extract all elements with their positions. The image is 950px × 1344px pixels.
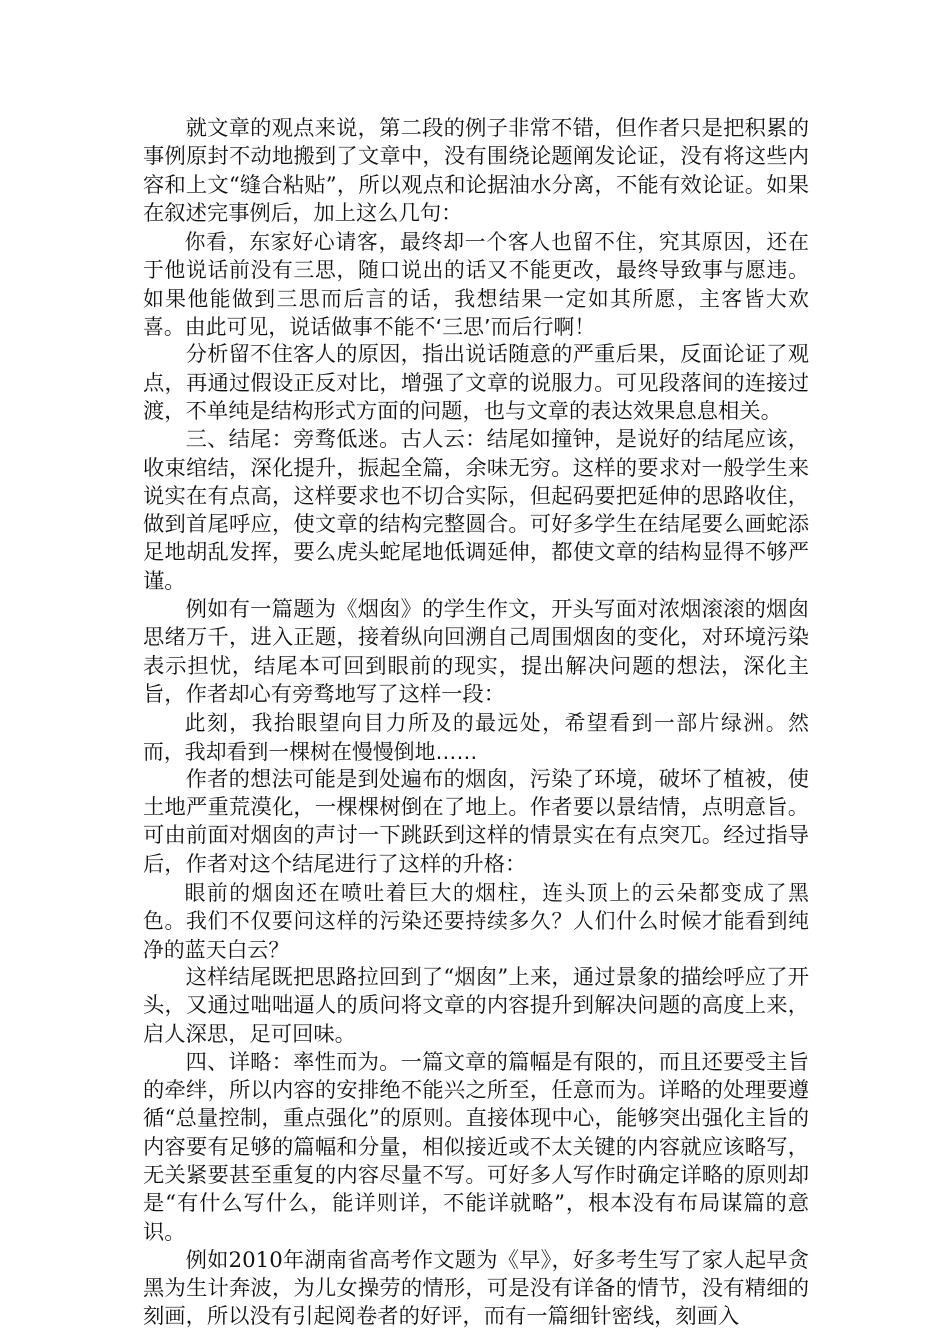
body-paragraph: 作者的想法可能是到处遍布的烟囱，污染了环境，破坏了植被，使土地严重荒漠化，一棵棵树倒在了地上。作者要以景结情，点明意旨。可由前面对烟囱的声讨一下跳跃到这样的情景实在有点突兀。经过指导后，作者对这个结尾进行了这样的升格：: [143, 766, 809, 877]
quoted-passage: 你看，东家好心请客，最终却一个客人也留不住，究其原因，还在于他说话前没有三思，随口说出的话又不能更改，最终导致事与愿违。如果他能做到三思而后言的话，我想结果一定如其所愿，主客皆大欢喜。由此可见，说话做事不能不‘三思’而后行啊！: [143, 230, 809, 340]
quoted-passage: 眼前的烟囱还在喷吐着巨大的烟柱，连头顶上的云朵都变成了黑色。我们不仅要问这样的污染还要持续多久？人们什么时候才能看到纯净的蓝天白云？: [143, 881, 809, 962]
body-paragraph: 例如有一篇题为《烟囱》的学生作文，开头写面对浓烟滚滚的烟囱思绪万千，进入正题，接着纵向回溯自己周围烟囱的变化，对环境污染表示担忧，结尾本可回到眼前的现实，提出解决问题的想法，深化主旨，作者却心有旁骛地写了这样一段：: [143, 597, 809, 707]
body-paragraph: 这样结尾既把思路拉回到了“烟囱”上来，通过景象的描绘呼应了开头，又通过咄咄逼人的质问将文章的内容提升到解决问题的高度上来，启人深思，足可回味。: [143, 964, 809, 1047]
section-paragraph-ending: 三、结尾：旁骛低迷。古人云：结尾如撞钟，是说好的结尾应该，收束绾结，深化提升，振起全篇，余味无穷。这样的要求对一般学生来说实在有点高，这样要求也不切合实际，但起码要把延伸的思路收住，做到首尾呼应，使文章的结构完整圆合。可好多学生在结尾要么画蛇添足地胡乱发挥，要么虎头蛇尾地低调延伸，都使文章的结构显得不够严谨。: [143, 427, 809, 594]
body-paragraph: 例如2010年湖南省高考作文题为《早》，好多考生写了家人起早贪黑为生计奔波，为儿女操劳的情形，可是没有详备的情节，没有精细的刻画，所以没有引起阅卷者的好评，而有一篇细针密线，刻画入: [143, 1247, 809, 1330]
document-page: [143, 115, 809, 1332]
body-paragraph: 分析留不住客人的原因，指出说话随意的严重后果，反面论证了观点，再通过假设正反对比，增强了文章的说服力。可见段落间的连接过渡，不单纯是结构形式方面的问题，也与文章的表达效果息息相关。: [143, 342, 809, 424]
section-paragraph-detail: 四、详略：率性而为。一篇文章的篇幅是有限的，而且还要受主旨的牵绊，所以内容的安排绝不能兴之所至，任意而为。详略的处理要遵循“总量控制，重点强化”的原则。直接体现中心，能够突出强化主旨的内容要有足够的篇幅和分量，相似接近或不太关键的内容就应该略写，无关紧要甚至重复的内容尽量不写。可好多人写作时确定详略的原则却是“有什么写什么，能详则详，不能详就略”，根本没有布局谋篇的意识。: [143, 1049, 809, 1245]
quoted-passage: 此刻，我抬眼望向目力所及的最远处，希望看到一部片绿洲。然而，我却看到一棵树在慢慢倒地……: [143, 711, 809, 764]
body-paragraph: 就文章的观点来说，第二段的例子非常不错，但作者只是把积累的事例原封不动地搬到了文章中，没有围绕论题阐发论证，没有将这些内容和上文“缝合粘贴”，所以观点和论据油水分离，不能有效论证。如果在叙述完事例后，加上这么几句：: [143, 116, 809, 226]
